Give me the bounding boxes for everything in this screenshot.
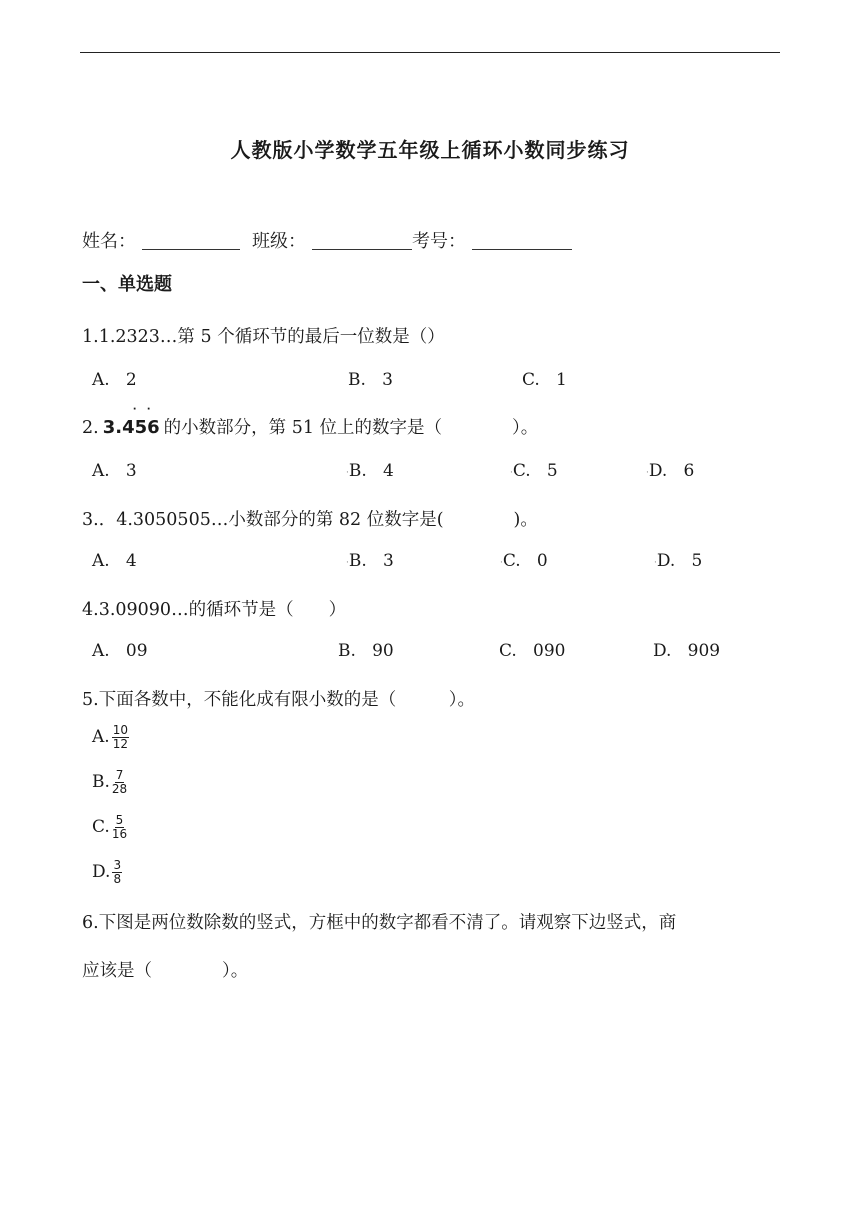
q2-option-a[interactable]: A. 3 <box>92 461 137 481</box>
fraction: $\frac{3}{8}$ <box>113 858 122 886</box>
number-label: 考号： <box>412 231 466 252</box>
q4-option-d[interactable]: D. 909 <box>653 641 721 661</box>
question-6-stem-line-2: 应该是（ ）。 <box>82 961 249 981</box>
q3-option-d[interactable]: ·D. 5 <box>654 551 703 571</box>
q2-prefix: 2. <box>82 418 99 438</box>
q5-option-a[interactable]: A. $\frac{10}{12}$ <box>92 723 128 751</box>
q2-option-b[interactable]: ·B. 4 <box>346 461 394 481</box>
tick-mark: · <box>510 468 513 478</box>
q4-option-b[interactable]: B. 90 <box>338 641 394 661</box>
name-blank[interactable] <box>142 231 240 250</box>
q1-option-a[interactable]: A. 2 <box>92 370 137 390</box>
repeat-dot-end: · <box>146 404 151 415</box>
q4-option-a[interactable]: A. 09 <box>92 641 148 661</box>
q2-option-d[interactable]: ·D. 6 <box>646 461 695 481</box>
q3-option-a[interactable]: A. 4 <box>92 551 137 571</box>
q5-option-c[interactable]: C. $\frac{5}{16}$ <box>92 813 128 841</box>
q2-suffix: 的小数部分，第 51 位上的数字是（ ）。 <box>163 418 539 438</box>
question-5-stem: 5.下面各数中，不能化成有限小数的是（ ）。 <box>82 690 475 710</box>
section-heading: 一、单选题 <box>82 274 172 295</box>
q5-option-b[interactable]: B. $\frac{7}{28}$ <box>92 768 128 796</box>
question-3-stem: 3.．4.3050505…小数部分的第 82 位数字是( )。 <box>82 510 538 530</box>
q3-option-b[interactable]: ·B. 3 <box>346 551 394 571</box>
q4-option-c[interactable]: C. 090 <box>499 641 566 661</box>
q1-option-c[interactable]: C. 1 <box>522 370 567 390</box>
tick-mark: · <box>500 558 503 568</box>
q2-repeating-decimal: 3.456 · · <box>102 404 160 438</box>
question-4-stem: 4.3.09090…的循环节是（ ） <box>82 600 347 620</box>
question-2-stem <box>82 404 539 439</box>
fraction: $\frac{7}{28}$ <box>111 768 128 796</box>
tick-mark: · <box>346 468 349 478</box>
header-rule <box>80 52 780 53</box>
question-1-stem: 1.1.2323…第 5 个循环节的最后一位数是（） <box>82 327 445 347</box>
q3-option-c[interactable]: ·C. 0 <box>500 551 548 571</box>
class-blank[interactable] <box>312 231 412 250</box>
class-label: 班级： <box>252 231 306 252</box>
student-info-line <box>82 227 572 253</box>
q5-option-d[interactable]: D. $\frac{3}{8}$ <box>92 858 122 886</box>
q1-option-b[interactable]: B. 3 <box>348 370 393 390</box>
fraction: $\frac{5}{16}$ <box>111 813 128 841</box>
name-label: 姓名： <box>82 231 136 252</box>
page-title: 人教版小学数学五年级上循环小数同步练习 <box>230 138 630 162</box>
number-blank[interactable] <box>472 231 572 250</box>
fraction: $\frac{10}{12}$ <box>112 723 128 751</box>
tick-mark: · <box>654 558 657 568</box>
q2-option-c[interactable]: ·C. 5 <box>510 461 558 481</box>
repeat-dot-start: · <box>132 404 137 415</box>
question-6-stem-line-1: 6.下图是两位数除数的竖式，方框中的数字都看不清了。请观察下边竖式，商 <box>82 913 677 933</box>
tick-mark: · <box>346 558 349 568</box>
tick-mark: · <box>646 468 649 478</box>
